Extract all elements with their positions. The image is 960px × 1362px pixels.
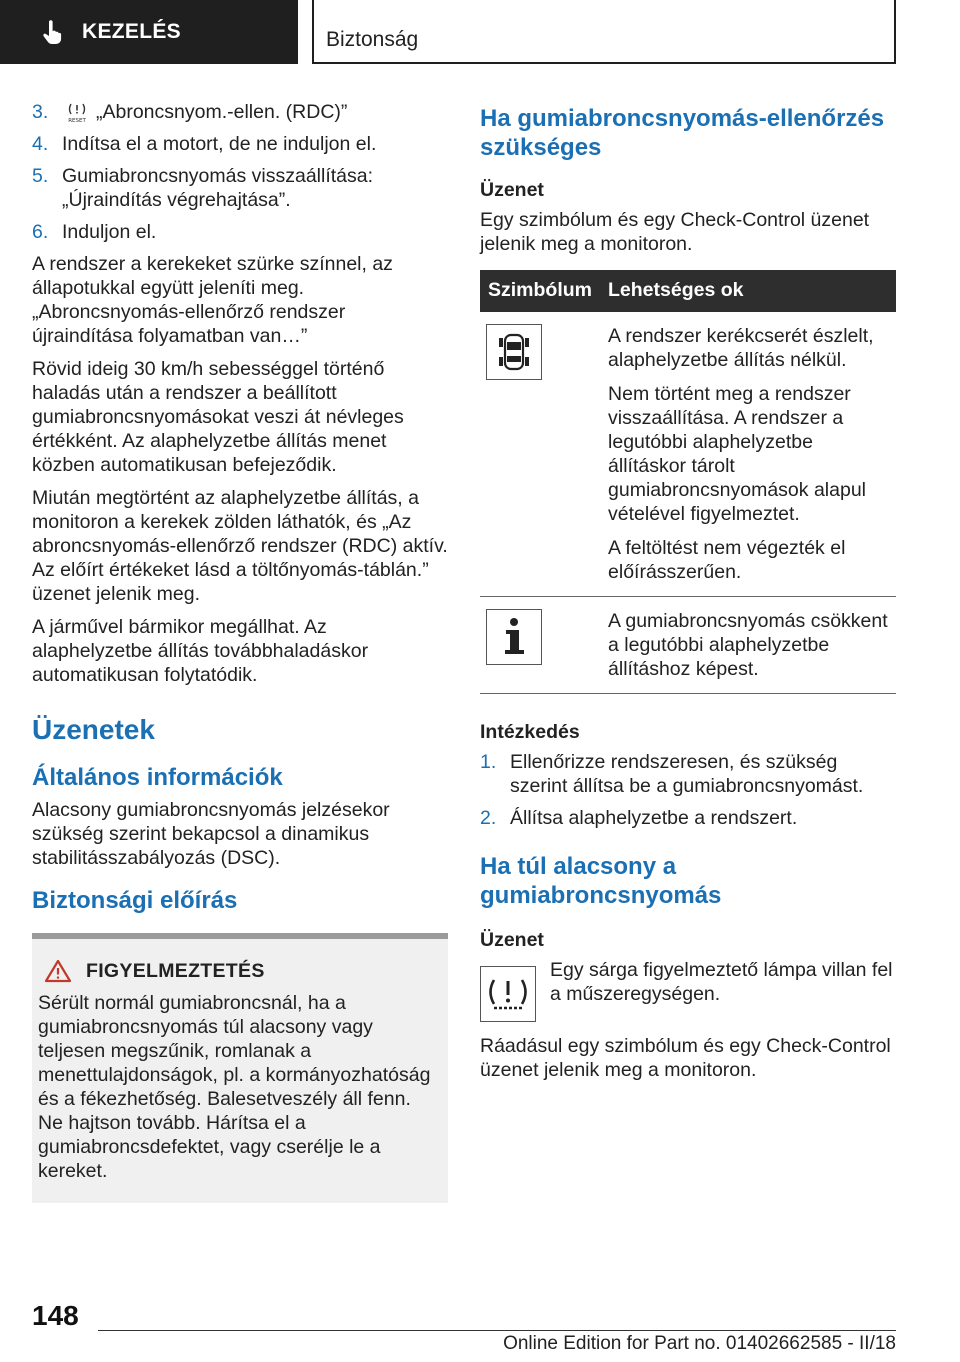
chapter-tab[interactable] [0,0,298,64]
cause-text: A rendszer kerékcserét észlelt, alaphelyzetbe állítás nélkül. [608,325,874,371]
symbol-cell [480,312,600,597]
step-item [32,164,448,212]
car-top-view-icon [486,324,542,380]
chapter-title: KEZELÉS [82,20,181,43]
actions-label: Intézkedés [480,721,580,743]
step-number: 4. [32,133,49,155]
right-column [480,100,896,1091]
cause-cell [600,597,896,694]
tire-pressure-reset-icon [66,102,88,124]
svg-text:RESET: RESET [68,118,86,124]
table-header-row [480,270,896,312]
section-header [312,0,896,64]
column-header-symbol: Szimbólum [480,270,600,312]
warning-text: Sérült normál gumiabroncsnál, ha a gumiabroncsnyomás túl alacsony vagy teljesen megszűnik, romlanak a menettulajdonságok, pl. a kormányozhatóság és a fékezhetőség. Balesetveszély áll fenn. Ne hajtson tovább. Hárítsa el a gumiabroncsdefektet, vagy cserélje le a kereket. [38,992,431,1182]
message-text: Egy sárga figyelmeztető lámpa villan fel a műszeregységen. [550,959,893,1005]
step-text: Gumiabroncsnyomás visszaállítása: „Újraindítás végrehajtása”. [62,165,374,211]
info-icon [486,609,542,665]
page-number: 148 [32,1300,79,1331]
footer-divider [98,1330,896,1331]
cause-cell [600,312,896,597]
step-item [32,132,448,156]
step-item [32,100,448,124]
action-text: Ellenőrizze rendszeresen, és szükség szerint állítsa be a gumiabroncsnyomást. [510,751,864,797]
step-number: 5. [32,165,49,187]
cause-text: A feltöltést nem végezték el előírásszerűen. [608,537,846,583]
step-item [32,220,448,244]
message-label: Üzenet [480,179,544,201]
heading-safety: Biztonsági előírás [32,887,238,914]
pointing-hand-icon [40,19,66,45]
warning-header [38,959,438,983]
heading-pressure-too-low: Ha túl alacsony a gumiabroncsnyomás [480,853,722,909]
action-text: Állítsa alaphelyzetbe a rendszert. [510,807,798,829]
symbol-table [480,270,896,694]
step-text: Indítsa el a motort, de ne induljon el. [62,133,377,155]
edition-text: Online Edition for Part no. 01402662585 - II/18 [503,1333,896,1354]
paragraph: Rövid ideig 30 km/h sebességgel történő haladás után a rendszer a beállított gumiabroncsnyomásokat veszi át névleges értékként. Az alaphelyzetbe állítás menet közben automatikusan befejeződik. [32,358,404,476]
tire-pressure-warning-icon [480,966,536,1022]
action-number: 1. [480,751,497,773]
left-column [32,100,448,1203]
message-text: Egy szimbólum és egy Check-Control üzenet jelenik meg a monitoron. [480,209,870,255]
message-label: Üzenet [480,929,544,951]
warning-title: FIGYELMEZTETÉS [86,960,265,982]
paragraph: A rendszer a kerekeket szürke színnel, az állapotukkal együtt jeleníti meg. „Abroncsnyomás-ellenőrző rendszer újraindítása folyamatban van…” [32,253,393,347]
cause-text: Nem történt meg a rendszer visszaállítása. A rendszer a legutóbbi alaphelyzetbe állításkor tárolt gumiabroncsnyomások alapul vételével figyelmeztet. [608,383,866,525]
step-number: 6. [32,221,49,243]
action-item [480,806,896,830]
warning-triangle-icon [44,959,72,983]
paragraph: Miután megtörtént az alaphelyzetbe állítás, a monitoron a kerekek zölden láthatók, és „Az abroncsnyomás-ellenőrző rendszer (RDC) aktív. Az előírt értékeket lásd a töltőnyomás-táblán.” üzenet jelenik meg. [32,487,448,605]
step-number: 3. [32,101,49,123]
step-text: Induljon el. [62,221,157,243]
heading-check-needed: Ha gumiabroncsnyomás-ellenőrzés szükséges [480,105,885,161]
action-item [480,750,896,798]
column-header-cause: Lehetséges ok [600,270,896,312]
warning-box [32,933,448,1203]
general-text: Alacsony gumiabroncsnyomás jelzésekor szükség szerint bekapcsol a dinamikus stabilitásszabályozás (DSC). [32,799,390,869]
cause-text: A gumiabroncsnyomás csökkent a legutóbbi alaphelyzetbe állításhoz képest. [608,610,888,680]
message-extra-text: Ráadásul egy szimbólum és egy Check-Control üzenet jelenik meg a monitoron. [480,1035,891,1081]
heading-messages: Üzenetek [32,714,155,745]
table-row [480,312,896,597]
table-row [480,597,896,694]
warning-lamp-message [480,958,896,1022]
paragraph: A járművel bármikor megállhat. Az alaphelyzetbe állítás továbbhaladáskor automatikusan folytatódik. [32,616,369,686]
section-title: Biztonság [326,28,419,51]
step-label: „Abroncsnyom.-ellen. (RDC)” [96,101,348,123]
step-text [62,100,448,124]
symbol-cell [480,597,600,694]
action-number: 2. [480,807,497,829]
heading-general-info: Általános információk [32,764,283,791]
